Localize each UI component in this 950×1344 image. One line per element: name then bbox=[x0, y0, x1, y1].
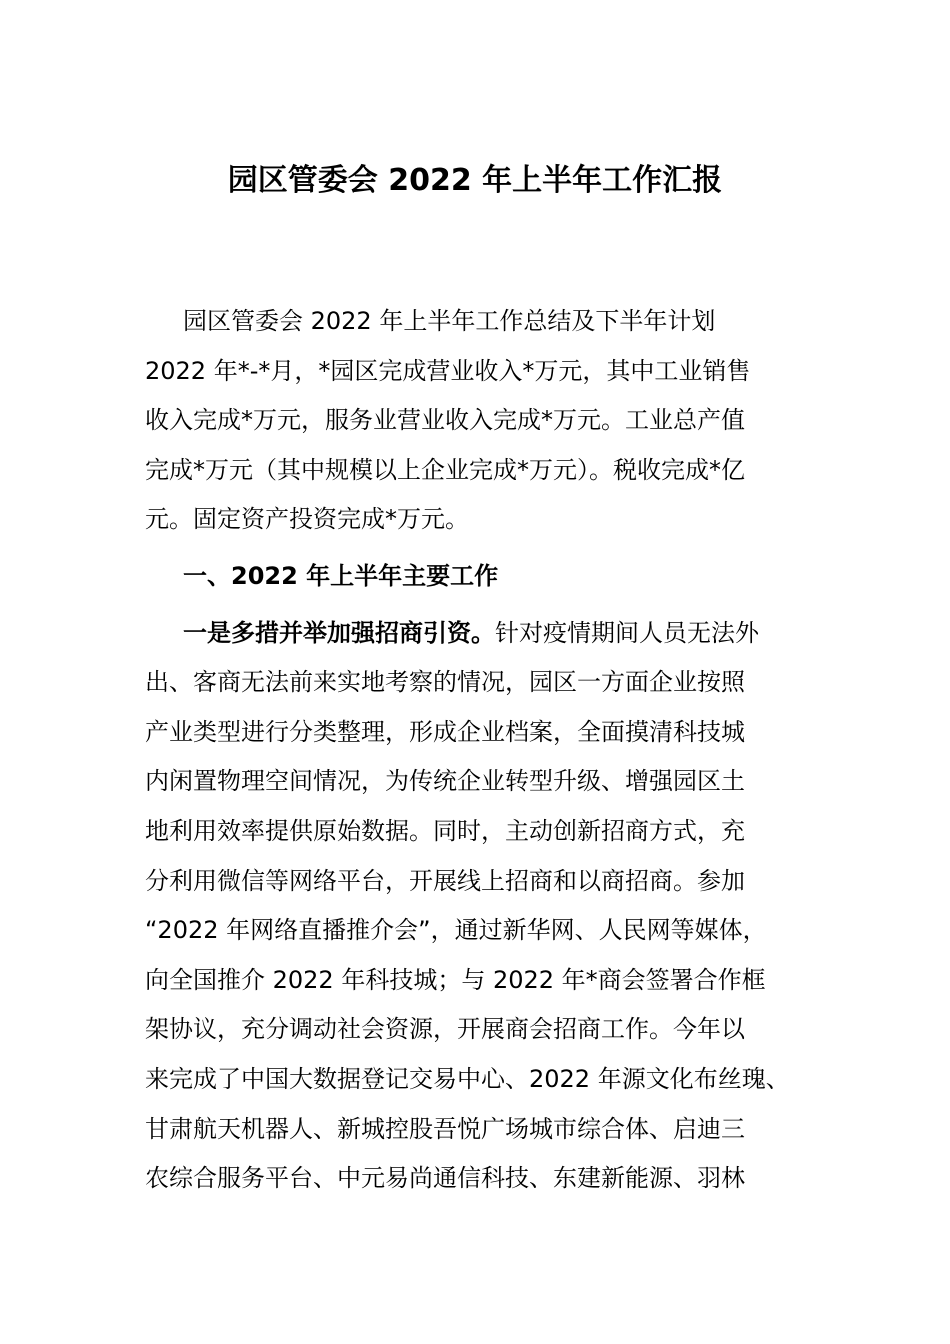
paragraph-line: 出、客商无法前来实地考察的情况，园区一方面企业按照 bbox=[145, 668, 745, 697]
paragraph-line: 架协议，充分调动社会资源，开展商会招商工作。今年以 bbox=[145, 1015, 745, 1044]
section-heading: 一、2022 年上半年主要工作 bbox=[183, 561, 499, 590]
intro-line: 元。固定资产投资完成*万元。 bbox=[145, 505, 469, 534]
intro-line: 园区管委会 2022 年上半年工作总结及下半年计划 bbox=[183, 307, 716, 335]
paragraph-line: 地利用效率提供原始数据。同时，主动创新招商方式，充 bbox=[145, 816, 745, 845]
paragraph-line: 来完成了中国大数据登记交易中心、2022 年源文化布丝瑰、 bbox=[145, 1064, 790, 1093]
paragraph-line: 向全国推介 2022 年科技城；与 2022 年*商会签署合作框 bbox=[145, 965, 766, 994]
paragraph-line: 农综合服务平台、中元易尚通信科技、东建新能源、羽林 bbox=[145, 1164, 745, 1193]
paragraph-line: 产业类型进行分类整理，形成企业档案，全面摸清科技城 bbox=[145, 717, 745, 746]
intro-line: 完成*万元（其中规模以上企业完成*万元）。税收完成*亿 bbox=[145, 455, 745, 484]
point-one-first-line-rest: 针对疫情期间人员无法外 bbox=[495, 618, 759, 647]
intro-line: 2022 年*-*月，*园区完成营业收入*万元，其中工业销售 bbox=[145, 356, 751, 385]
paragraph-line: 内闲置物理空间情况，为传统企业转型升级、增强园区土 bbox=[145, 767, 745, 796]
document-title: 园区管委会 2022 年上半年工作汇报 bbox=[227, 163, 723, 198]
paragraph-line: 分利用微信等网络平台，开展线上招商和以商招商。参加 bbox=[145, 866, 745, 895]
point-one-first-line bbox=[145, 609, 810, 659]
paragraph-line: “2022 年网络直播推介会”，通过新华网、人民网等媒体， bbox=[145, 916, 767, 945]
paragraph-line: 甘肃航天机器人、新城控股吾悦广场城市综合体、启迪三 bbox=[145, 1114, 745, 1143]
document-body bbox=[145, 297, 810, 1204]
intro-line: 收入完成*万元，服务业营业收入完成*万元。工业总产值 bbox=[145, 406, 745, 435]
point-one-lead: 一是多措并举加强招商引资。 bbox=[183, 618, 495, 647]
